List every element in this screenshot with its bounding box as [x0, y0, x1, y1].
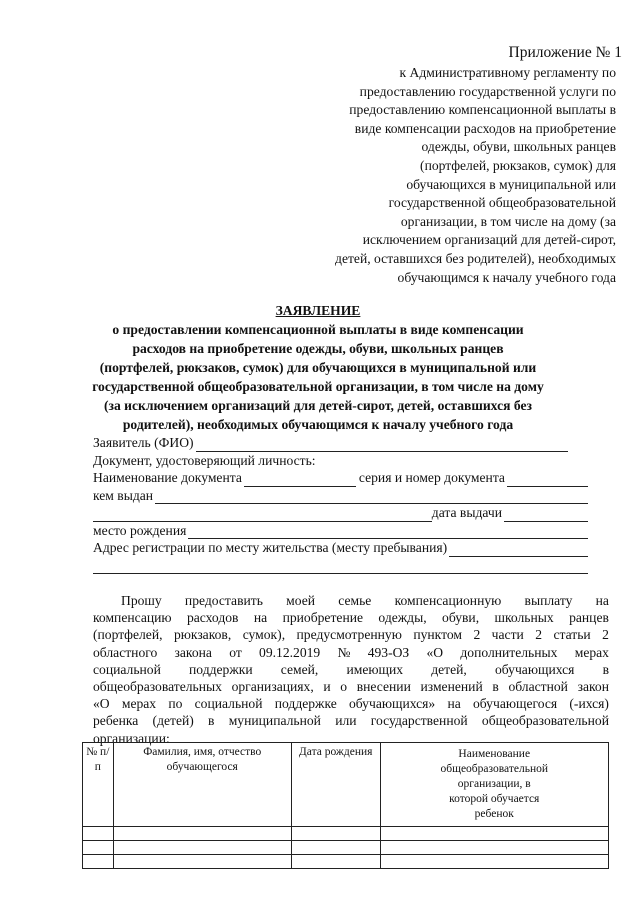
paragraph-word: статьи [553, 627, 591, 643]
registration-row [93, 539, 588, 557]
issued-by-input-line[interactable] [155, 491, 588, 504]
table-cell[interactable] [113, 855, 291, 869]
paragraph-word: на [253, 610, 268, 626]
title-line: родителей), необходимых обучающимся к началу учебного года [122, 417, 514, 432]
paragraph-word: обучающихся» [348, 696, 436, 712]
table-cell[interactable] [113, 827, 291, 841]
appendix-line: предоставлению компенсационной выплаты в [349, 102, 616, 118]
paragraph-word: пунктом [413, 627, 462, 643]
paragraph-word: общеобразовательных [93, 679, 222, 695]
table-cell[interactable] [83, 855, 114, 869]
appendix-line: виде компенсации расходов на приобретение [354, 120, 616, 136]
birthplace-label: место рождения [93, 522, 187, 538]
id-document-label: Документ, удостоверяющий личность: [93, 452, 316, 468]
table-row [83, 841, 609, 855]
paragraph-word: закона [174, 644, 212, 660]
appendix-line: одежды, обуви, школьных ранцев [421, 139, 616, 155]
issued-by-continuation-line[interactable] [93, 509, 432, 522]
appendix-line: организации, в том числе на дому (за [400, 213, 616, 229]
paragraph-word: (детей) [152, 713, 194, 729]
table-cell[interactable] [291, 855, 380, 869]
paragraph-word: ребенка [93, 713, 139, 729]
title-line: расходов на приобретение одежды, обуви, школьных ранцев [132, 341, 504, 356]
birthplace-input-line[interactable] [188, 526, 588, 539]
paragraph-word: (портфелей, [93, 627, 163, 643]
paragraph-word: мерах [121, 696, 157, 712]
table-body [83, 827, 609, 869]
registration-label: Адрес регистрации по месту жительства (месту пребывания) [93, 540, 448, 555]
table-cell[interactable] [291, 841, 380, 855]
table-header-birth-date: Дата рождения [291, 743, 380, 827]
series-number-label: серия и номер документа [358, 470, 505, 485]
paragraph-word: (-ихся) [569, 696, 609, 712]
paragraph-word: или [335, 713, 357, 729]
table-row [83, 827, 609, 841]
paragraph-line [93, 661, 609, 678]
paragraph-word: обуви, [442, 610, 480, 626]
paragraph-word: о [340, 679, 348, 695]
paragraph-word: общеобразовательной [481, 713, 609, 729]
table-row [83, 855, 609, 869]
paragraph-word: обучающегося [472, 696, 558, 712]
table-header-row [83, 743, 609, 827]
application-title [78, 301, 558, 434]
paragraph-word: 493-ОЗ [367, 644, 410, 660]
paragraph-word: предусмотренную [296, 627, 402, 643]
paragraph-word: изменений [420, 679, 483, 695]
issue-date-input-line[interactable] [504, 509, 588, 522]
id-document-row [93, 452, 588, 470]
paragraph-word: организациях, [231, 679, 314, 695]
table-header-school: Наименование общеобразовательной организации, в которой обучается ребенок [380, 743, 609, 827]
table-header-number: № п/п [83, 743, 114, 827]
paragraph-word: на [595, 593, 609, 608]
table-cell[interactable] [380, 827, 609, 841]
paragraph-word: дополнительных [460, 644, 558, 660]
paragraph-line [93, 678, 609, 695]
paragraph-word: государственной [370, 713, 468, 729]
title-heading: ЗАЯВЛЕНИЕ [275, 303, 361, 318]
paragraph-word: сумок), [242, 627, 286, 643]
title-line: государственной общеобразовательной организации, в том числе на дому [92, 379, 544, 394]
applicant-label: Заявитель (ФИО) [93, 435, 194, 450]
paragraph-word: 09.12.2019 [259, 644, 321, 660]
appendix-line: к Административному регламенту по [399, 65, 616, 80]
paragraph-word: внесении [356, 679, 411, 695]
title-line: (портфелей, рюкзаков, сумок) для обучающихся в муниципальной или [99, 360, 537, 375]
appendix-line: обучающихся в муниципальной или [406, 176, 616, 192]
paragraph-word: школьных [494, 610, 554, 626]
paragraph-word: организации: [93, 730, 170, 746]
document-row [93, 469, 588, 487]
paragraph-word: Прошу [121, 593, 162, 608]
appendix-line: предоставлению государственной услуги по [359, 83, 616, 99]
registration-input-line[interactable] [449, 544, 588, 557]
paragraph-word: части [491, 627, 524, 643]
paragraph-line [93, 644, 609, 661]
paragraph-word: 2 [473, 627, 481, 643]
paragraph-word: обучающихся [494, 661, 575, 677]
paragraph-word: расходов [186, 610, 239, 626]
request-paragraph [93, 592, 609, 747]
issued-by-label: кем выдан [93, 487, 154, 503]
appendix-line: (портфелей, рюкзаков, сумок) для [420, 157, 616, 173]
document-name-input-line[interactable] [244, 474, 356, 487]
paragraph-line [93, 592, 609, 609]
paragraph-word: муниципальной [228, 713, 321, 729]
paragraph-word: на [447, 696, 461, 712]
paragraph-word: и [323, 679, 331, 695]
paragraph-word: моей [286, 593, 316, 608]
appendix-line: детей, оставшихся без родителей), необходимых [335, 250, 616, 266]
table-cell[interactable] [83, 827, 114, 841]
table-cell[interactable] [380, 855, 609, 869]
paragraph-word: мерах [574, 644, 609, 660]
paragraph-word: № [337, 644, 351, 660]
table-cell[interactable] [291, 827, 380, 841]
paragraph-word: в [492, 679, 499, 695]
paragraph-word: социальной [93, 661, 161, 677]
appendix-line: обучающимся к началу учебного года [397, 269, 616, 285]
paragraph-word: семей, [280, 661, 319, 677]
paragraph-word: одежды, [378, 610, 427, 626]
paragraph-word: предоставить [184, 593, 263, 608]
issue-date-row [93, 504, 588, 522]
paragraph-word: компенсацию [93, 610, 172, 626]
paragraph-word: в [602, 661, 609, 677]
paragraph-word: выплату [524, 593, 573, 608]
registration-continuation-line[interactable] [93, 561, 588, 574]
paragraph-word: областной [508, 679, 568, 695]
appendix-title: Приложение № 1 [508, 44, 622, 61]
table-cell[interactable] [380, 841, 609, 855]
paragraph-word: в [208, 713, 215, 729]
paragraph-word: «О [426, 644, 444, 660]
issue-date-label: дата выдачи [431, 505, 502, 520]
series-number-input-line[interactable] [507, 474, 588, 487]
paragraph-word: приобретение [282, 610, 364, 626]
appendix-line: государственной общеобразовательной [388, 195, 616, 211]
document-name-label: Наименование документа [93, 470, 242, 485]
paragraph-word: «О [93, 696, 110, 712]
paragraph-word: по [168, 696, 183, 712]
registration-continuation-row [93, 557, 588, 575]
paragraph-word: 2 [535, 627, 543, 643]
table-header-full-name: Фамилия, имя, отчество обучающегося [113, 743, 291, 827]
paragraph-line [93, 695, 609, 712]
paragraph-line [93, 712, 609, 729]
paragraph-word: семье [338, 593, 372, 608]
paragraph-word: детей, [431, 661, 467, 677]
applicant-input-line[interactable] [196, 439, 568, 452]
paragraph-word: 2 [602, 627, 609, 643]
birthplace-row [93, 522, 588, 540]
applicant-row [93, 434, 588, 452]
table-cell[interactable] [113, 841, 291, 855]
paragraph-word: закон [577, 679, 609, 695]
issued-by-row [93, 487, 588, 505]
paragraph-word: имеющих [346, 661, 404, 677]
paragraph-word: рюкзаков, [173, 627, 232, 643]
paragraph-word: поддержки [189, 661, 253, 677]
appendix-reference [276, 64, 616, 287]
title-line: о предоставлении компенсационной выплаты в виде компенсации [112, 322, 524, 337]
title-line: (за исключением организаций для детей-сирот, детей, оставшихся без [104, 398, 532, 413]
paragraph-word: социальной [194, 696, 263, 712]
appendix-line: исключением организаций для детей-сирот, [362, 232, 616, 248]
paragraph-line [93, 626, 609, 643]
applicant-fields [93, 434, 588, 574]
paragraph-word: от [229, 644, 242, 660]
paragraph-word: компенсационную [394, 593, 502, 608]
children-table [82, 742, 609, 869]
paragraph-word: областного [93, 644, 158, 660]
paragraph-word: ранцев [569, 610, 609, 626]
table-cell[interactable] [83, 841, 114, 855]
paragraph-word: поддержке [274, 696, 337, 712]
paragraph-line [93, 609, 609, 626]
